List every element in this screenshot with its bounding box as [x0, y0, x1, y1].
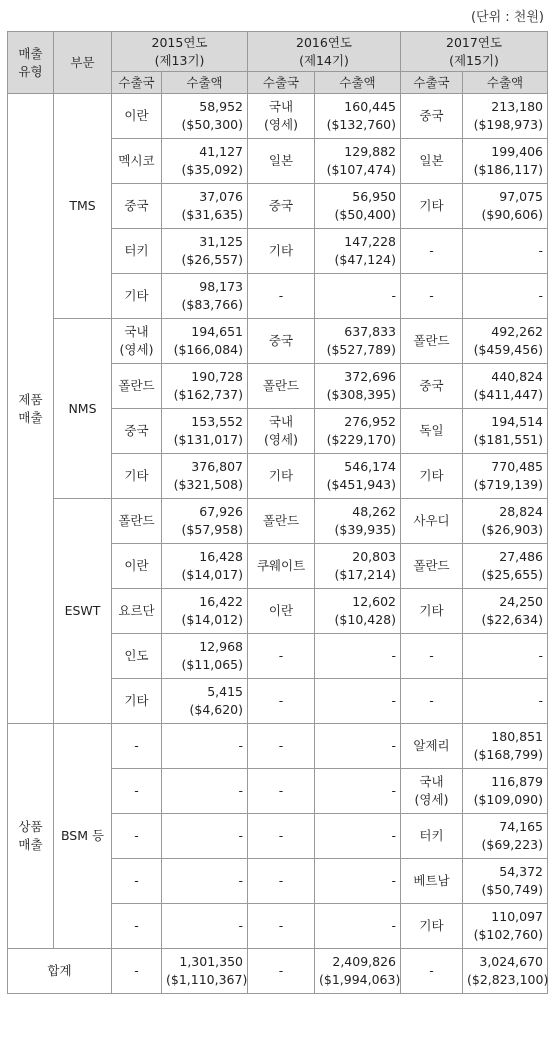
export-amount-cell: -	[315, 634, 401, 679]
export-amount-cell: 58,952 ($50,300)	[162, 94, 248, 139]
export-country-cell: -	[112, 814, 162, 859]
export-country-cell: -	[112, 724, 162, 769]
export-country-cell: 국내 (영세)	[248, 409, 315, 454]
export-amount-cell: -	[315, 814, 401, 859]
export-country-cell: 폴란드	[248, 499, 315, 544]
export-amount-cell: 74,165 ($69,223)	[463, 814, 548, 859]
sub-country-2016: 수출국	[248, 72, 315, 94]
year-2015-header: 2015연도 (제13기)	[112, 32, 248, 72]
export-country-cell: 중국	[248, 184, 315, 229]
export-amount-cell: 440,824 ($411,447)	[463, 364, 548, 409]
export-country-cell: 기타	[401, 184, 463, 229]
export-amount-cell: -	[463, 229, 548, 274]
col-type-header: 매출 유형	[8, 32, 54, 94]
export-amount-cell: 180,851 ($168,799)	[463, 724, 548, 769]
export-amount-cell: 492,262 ($459,456)	[463, 319, 548, 364]
total-country-cell: -	[248, 949, 315, 994]
export-amount-cell: 28,824 ($26,903)	[463, 499, 548, 544]
export-amount-cell: 16,428 ($14,017)	[162, 544, 248, 589]
export-country-cell: 요르단	[112, 589, 162, 634]
total-amount-cell: 1,301,350 ($1,110,367)	[162, 949, 248, 994]
export-country-cell: 폴란드	[248, 364, 315, 409]
export-country-cell: 국내 (영세)	[401, 769, 463, 814]
export-country-cell: 쿠웨이트	[248, 544, 315, 589]
division-cell: ESWT	[54, 499, 112, 724]
export-country-cell: -	[112, 859, 162, 904]
export-amount-cell: 199,406 ($186,117)	[463, 139, 548, 184]
export-amount-cell: -	[315, 274, 401, 319]
export-country-cell: -	[401, 229, 463, 274]
export-amount-cell: 190,728 ($162,737)	[162, 364, 248, 409]
export-amount-cell: 5,415 ($4,620)	[162, 679, 248, 724]
total-label: 합계	[8, 949, 112, 994]
export-country-cell: 기타	[112, 274, 162, 319]
export-amount-cell: -	[315, 904, 401, 949]
export-table	[7, 31, 548, 994]
export-amount-cell: -	[162, 904, 248, 949]
export-amount-cell: 129,882 ($107,474)	[315, 139, 401, 184]
export-amount-cell: 116,879 ($109,090)	[463, 769, 548, 814]
export-amount-cell: 31,125 ($26,557)	[162, 229, 248, 274]
export-amount-cell: 194,514 ($181,551)	[463, 409, 548, 454]
export-country-cell: 기타	[401, 454, 463, 499]
export-amount-cell: -	[315, 679, 401, 724]
export-country-cell: -	[401, 679, 463, 724]
export-country-cell: 기타	[112, 679, 162, 724]
division-cell: NMS	[54, 319, 112, 499]
export-country-cell: -	[248, 904, 315, 949]
export-country-cell: -	[401, 274, 463, 319]
total-country-cell: -	[401, 949, 463, 994]
export-country-cell: 중국	[248, 319, 315, 364]
unit-note: (단위 : 천원)	[470, 10, 544, 25]
export-amount-cell: 12,968 ($11,065)	[162, 634, 248, 679]
table-row	[8, 499, 548, 544]
export-amount-cell: -	[162, 724, 248, 769]
export-amount-cell: -	[463, 634, 548, 679]
export-amount-cell: 110,097 ($102,760)	[463, 904, 548, 949]
col-div-header: 부문	[54, 32, 112, 94]
export-country-cell: -	[248, 724, 315, 769]
export-amount-cell: 160,445 ($132,760)	[315, 94, 401, 139]
export-country-cell: 중국	[401, 364, 463, 409]
total-amount-cell: 2,409,826 ($1,994,063)	[315, 949, 401, 994]
export-amount-cell: 276,952 ($229,170)	[315, 409, 401, 454]
export-country-cell: 인도	[112, 634, 162, 679]
export-amount-cell: 147,228 ($47,124)	[315, 229, 401, 274]
export-amount-cell: -	[463, 679, 548, 724]
export-amount-cell: 637,833 ($527,789)	[315, 319, 401, 364]
export-country-cell: -	[112, 904, 162, 949]
export-amount-cell: 16,422 ($14,012)	[162, 589, 248, 634]
export-country-cell: 일본	[401, 139, 463, 184]
export-country-cell: 독일	[401, 409, 463, 454]
year-2016-header: 2016연도 (제14기)	[248, 32, 401, 72]
export-amount-cell: 97,075 ($90,606)	[463, 184, 548, 229]
sub-amount-2015: 수출액	[162, 72, 248, 94]
export-country-cell: -	[248, 679, 315, 724]
sub-amount-2017: 수출액	[463, 72, 548, 94]
export-amount-cell: 67,926 ($57,958)	[162, 499, 248, 544]
export-amount-cell: 153,552 ($131,017)	[162, 409, 248, 454]
total-country-cell: -	[112, 949, 162, 994]
export-country-cell: 폴란드	[112, 364, 162, 409]
header-row-1	[8, 32, 548, 72]
export-amount-cell: 194,651 ($166,084)	[162, 319, 248, 364]
export-country-cell: 기타	[401, 589, 463, 634]
export-country-cell: 국내 (영세)	[112, 319, 162, 364]
export-country-cell: 폴란드	[401, 544, 463, 589]
export-country-cell: -	[248, 769, 315, 814]
export-country-cell: 터키	[112, 229, 162, 274]
export-amount-cell: 27,486 ($25,655)	[463, 544, 548, 589]
division-cell: BSM 등	[54, 724, 112, 949]
export-amount-cell: 41,127 ($35,092)	[162, 139, 248, 184]
export-amount-cell: -	[315, 724, 401, 769]
export-country-cell: 알제리	[401, 724, 463, 769]
export-country-cell: 일본	[248, 139, 315, 184]
export-amount-cell: -	[463, 274, 548, 319]
export-amount-cell: 56,950 ($50,400)	[315, 184, 401, 229]
export-country-cell: 이란	[112, 544, 162, 589]
year-2017-header: 2017연도 (제15기)	[401, 32, 548, 72]
sub-amount-2016: 수출액	[315, 72, 401, 94]
export-amount-cell: 372,696 ($308,395)	[315, 364, 401, 409]
export-country-cell: 베트남	[401, 859, 463, 904]
export-country-cell: 멕시코	[112, 139, 162, 184]
table-row	[8, 94, 548, 139]
export-country-cell: 기타	[248, 229, 315, 274]
export-country-cell: -	[401, 634, 463, 679]
export-amount-cell: 24,250 ($22,634)	[463, 589, 548, 634]
export-country-cell: 폴란드	[401, 319, 463, 364]
export-amount-cell: 376,807 ($321,508)	[162, 454, 248, 499]
export-country-cell: 이란	[112, 94, 162, 139]
export-country-cell: 중국	[401, 94, 463, 139]
export-amount-cell: -	[162, 814, 248, 859]
export-country-cell: -	[248, 634, 315, 679]
total-row	[8, 949, 548, 994]
export-amount-cell: 48,262 ($39,935)	[315, 499, 401, 544]
division-cell: TMS	[54, 94, 112, 319]
export-amount-cell: -	[315, 769, 401, 814]
export-country-cell: -	[248, 814, 315, 859]
export-country-cell: 중국	[112, 409, 162, 454]
sales-type-cell: 상품 매출	[8, 724, 54, 949]
export-amount-cell: 20,803 ($17,214)	[315, 544, 401, 589]
table-row	[8, 724, 548, 769]
export-country-cell: 이란	[248, 589, 315, 634]
export-country-cell: 사우디	[401, 499, 463, 544]
export-amount-cell: -	[162, 769, 248, 814]
export-country-cell: -	[248, 274, 315, 319]
export-amount-cell: 213,180 ($198,973)	[463, 94, 548, 139]
export-amount-cell: -	[315, 859, 401, 904]
export-country-cell: -	[112, 769, 162, 814]
export-amount-cell: 98,173 ($83,766)	[162, 274, 248, 319]
export-country-cell: 터키	[401, 814, 463, 859]
export-amount-cell: 37,076 ($31,635)	[162, 184, 248, 229]
export-amount-cell: 12,602 ($10,428)	[315, 589, 401, 634]
total-amount-cell: 3,024,670 ($2,823,100)	[463, 949, 548, 994]
export-country-cell: 기타	[248, 454, 315, 499]
export-country-cell: 폴란드	[112, 499, 162, 544]
sub-country-2017: 수출국	[401, 72, 463, 94]
export-country-cell: 기타	[401, 904, 463, 949]
table-row	[8, 319, 548, 364]
export-amount-cell: 770,485 ($719,139)	[463, 454, 548, 499]
export-amount-cell: 54,372 ($50,749)	[463, 859, 548, 904]
export-country-cell: 기타	[112, 454, 162, 499]
sales-type-cell: 제품 매출	[8, 94, 54, 724]
export-amount-cell: -	[162, 859, 248, 904]
export-country-cell: 중국	[112, 184, 162, 229]
export-country-cell: 국내 (영세)	[248, 94, 315, 139]
sub-country-2015: 수출국	[112, 72, 162, 94]
export-amount-cell: 546,174 ($451,943)	[315, 454, 401, 499]
export-country-cell: -	[248, 859, 315, 904]
